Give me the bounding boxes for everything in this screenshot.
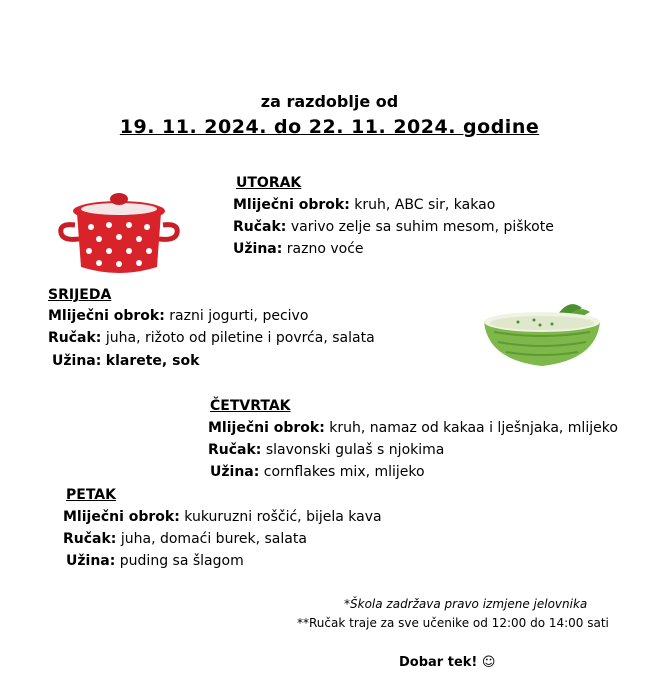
day-heading-srijeda: SRIJEDA [48, 287, 112, 303]
petak-breakfast: Mliječni obrok: kukuruzni roščić, bijela kava [63, 509, 382, 525]
cooking-pot-icon [55, 175, 185, 280]
srijeda-snack: Užina: klarete, sok [52, 353, 200, 369]
srijeda-lunch: Ručak: juha, rižoto od piletine i povrća, salata [48, 330, 375, 346]
date-range: 19. 11. 2024. do 22. 11. 2024. godine [119, 116, 540, 138]
utorak-snack: Užina: razno voće [233, 241, 364, 257]
menu-change-note: *Škola zadržava pravo izmjene jelovnika [344, 597, 588, 611]
petak-lunch: Ručak: juha, domaći burek, salata [63, 531, 307, 547]
salad-bowl-icon [478, 298, 608, 370]
period-label: za razdoblje od [260, 92, 399, 111]
day-heading-utorak: UTORAK [236, 175, 302, 191]
cetvrtak-lunch: Ručak: slavonski gulaš s njokima [208, 442, 445, 458]
closing-greeting: Dobar tek! ☺ [399, 655, 496, 670]
day-heading-petak: PETAK [66, 487, 116, 503]
lunch-time-note: **Ručak traje za sve učenike od 12:00 do 14:00 sati [297, 616, 609, 630]
utorak-breakfast: Mliječni obrok: kruh, ABC sir, kakao [233, 197, 496, 213]
utorak-lunch: Ručak: varivo zelje sa suhim mesom, piškote [233, 219, 554, 235]
srijeda-breakfast: Mliječni obrok: razni jogurti, pecivo [48, 308, 309, 324]
cetvrtak-breakfast: Mliječni obrok: kruh, namaz od kakaa i lješnjaka, mlijeko [208, 420, 618, 436]
day-heading-cetvrtak: ČETVRTAK [210, 398, 291, 414]
petak-snack: Užina: puding sa šlagom [66, 553, 244, 569]
cetvrtak-snack: Užina: cornflakes mix, mlijeko [210, 464, 425, 480]
